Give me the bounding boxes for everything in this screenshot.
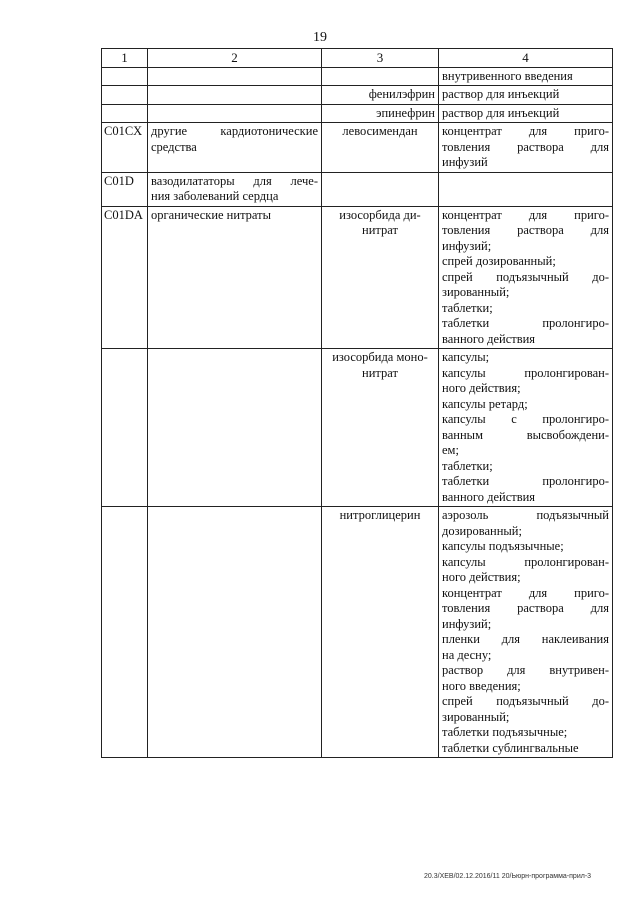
- group-cell: [148, 349, 322, 507]
- cell-line: ванным высвобождени-: [442, 427, 609, 442]
- cell-line: ния заболеваний сердца: [151, 189, 279, 203]
- table-header-row: [102, 49, 613, 68]
- cell-line: инфузий;: [442, 238, 492, 253]
- header-col-3: 3: [322, 49, 439, 68]
- cell-line: зированный;: [442, 285, 510, 299]
- dosage-forms-cell: [439, 123, 613, 173]
- dosage-forms-cell: [439, 206, 613, 349]
- cell-line: изосорбида ди-: [339, 207, 421, 222]
- atc-code-cell: [102, 507, 148, 758]
- cell-line: другие кардиотонические: [151, 124, 318, 138]
- cell-line: вазодилататоры для лече-: [151, 173, 318, 188]
- atc-code-cell: [102, 104, 148, 123]
- cell-line: концентрат для приго-: [442, 207, 609, 222]
- cell-line: ного действия;: [442, 570, 521, 584]
- substance-cell: [322, 67, 439, 86]
- group-cell: [148, 507, 322, 758]
- cell-line: концентрат для приго-: [442, 585, 609, 600]
- cell-line: пленки для наклеивания: [442, 632, 609, 646]
- cell-line: капсулы ретард;: [442, 396, 528, 411]
- cell-line: нитрат: [362, 365, 398, 380]
- cell-line: спрей подъязычный до-: [442, 269, 609, 284]
- cell-line: раствор для инъекций: [442, 105, 560, 120]
- table-row: [102, 86, 613, 105]
- cell-line: аэрозоль подъязычный: [442, 508, 609, 522]
- cell-line: таблетки подъязычные;: [442, 725, 568, 739]
- group-cell: [148, 86, 322, 105]
- cell-line: ванного действия: [442, 489, 536, 504]
- substance-cell: [322, 349, 439, 507]
- medicines-table: [101, 48, 613, 758]
- cell-line: товления раствора для: [442, 223, 609, 237]
- atc-code-cell: [102, 349, 148, 507]
- cell-line: зированный;: [442, 709, 510, 724]
- cell-line: раствор для внутривен-: [442, 663, 609, 677]
- cell-line: нитрат: [362, 223, 398, 237]
- cell-line: капсулы пролонгирован-: [442, 554, 609, 569]
- cell-line: изосорбида моно-: [332, 350, 428, 364]
- substance-cell: [322, 172, 439, 206]
- atc-code-cell: C01D: [102, 172, 148, 206]
- cell-line: капсулы с пролонгиро-: [442, 412, 609, 426]
- cell-line: органические нитраты: [151, 207, 272, 222]
- cell-line: капсулы;: [442, 350, 490, 364]
- table-row: [102, 349, 613, 507]
- dosage-forms-cell: [439, 86, 613, 105]
- cell-line: ем;: [442, 443, 459, 457]
- cell-line: таблетки сублингвальные: [442, 740, 579, 755]
- cell-line: капсулы пролонгирован-: [442, 365, 609, 380]
- cell-line: фенилэфрин: [368, 87, 435, 101]
- cell-line: таблетки;: [442, 300, 493, 315]
- table-row: [102, 67, 613, 86]
- cell-line: концентрат для приго-: [442, 124, 609, 138]
- substance-cell: [322, 507, 439, 758]
- dosage-forms-cell: [439, 172, 613, 206]
- atc-code-cell: C01DA: [102, 206, 148, 349]
- cell-line: внутривенного введения: [442, 68, 573, 83]
- cell-line: на десну;: [442, 647, 492, 662]
- cell-line: инфузий: [442, 155, 488, 169]
- cell-line: нитроглицерин: [339, 508, 421, 522]
- cell-line: левосимендан: [342, 124, 418, 138]
- dosage-forms-cell: [439, 104, 613, 123]
- group-cell: [148, 206, 322, 349]
- table-row: [102, 172, 613, 206]
- cell-line: таблетки;: [442, 458, 493, 473]
- footer-reference: 20.3/ХЕВ/02.12.2016/11 20/Ьюрн-программа-прил-3: [424, 873, 592, 880]
- header-col-4: 4: [439, 49, 613, 68]
- cell-line: таблетки пролонгиро-: [442, 474, 609, 488]
- cell-line: эпинефрин: [376, 105, 435, 120]
- group-cell: [148, 123, 322, 173]
- cell-line: ванного действия: [442, 331, 536, 346]
- atc-code-cell: C01CX: [102, 123, 148, 173]
- group-cell: [148, 172, 322, 206]
- group-cell: [148, 104, 322, 123]
- cell-line: ного действия;: [442, 381, 521, 395]
- cell-line: инфузий;: [442, 616, 492, 631]
- page-number: 19: [313, 30, 327, 45]
- cell-line: ного введения;: [442, 678, 521, 693]
- table-row: [102, 507, 613, 758]
- cell-line: спрей дозированный;: [442, 254, 556, 268]
- cell-line: раствор для инъекций: [442, 87, 560, 101]
- header-col-1: 1: [102, 49, 148, 68]
- substance-cell: [322, 206, 439, 349]
- cell-line: товления раствора для: [442, 139, 609, 154]
- substance-cell: [322, 104, 439, 123]
- cell-line: капсулы подъязычные;: [442, 539, 564, 553]
- table-row: [102, 206, 613, 349]
- cell-line: средства: [151, 139, 197, 154]
- atc-code-cell: [102, 86, 148, 105]
- atc-code-cell: [102, 67, 148, 86]
- cell-line: таблетки пролонгиро-: [442, 316, 609, 330]
- cell-line: дозированный;: [442, 523, 522, 538]
- group-cell: [148, 67, 322, 86]
- dosage-forms-cell: [439, 507, 613, 758]
- cell-line: спрей подъязычный до-: [442, 694, 609, 708]
- table-row: [102, 104, 613, 123]
- substance-cell: [322, 86, 439, 105]
- table-body: [102, 67, 613, 758]
- header-col-2: 2: [148, 49, 322, 68]
- cell-line: товления раствора для: [442, 601, 609, 615]
- table-row: [102, 123, 613, 173]
- dosage-forms-cell: [439, 67, 613, 86]
- dosage-forms-cell: [439, 349, 613, 507]
- substance-cell: [322, 123, 439, 173]
